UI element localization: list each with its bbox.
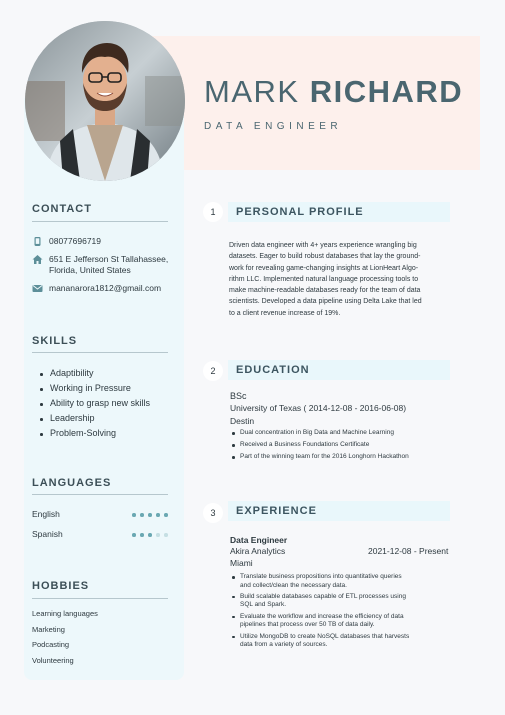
experience-bullet-line: and collect/clean the necessary data. [240, 581, 347, 589]
portrait-illustration [25, 21, 185, 181]
email-icon [32, 283, 43, 294]
email-row [32, 283, 182, 295]
education-bullet: Dual concentration in Big Data and Machine Learning [231, 429, 461, 438]
hobby-item: Volunteering [32, 655, 74, 665]
level-dot-filled [156, 513, 160, 517]
level-dot-filled [132, 513, 136, 517]
education-bullets [231, 429, 461, 466]
skill-item: Problem-Solving [38, 426, 150, 441]
contact-divider [32, 221, 168, 222]
first-name: MARK [204, 74, 300, 109]
job-title: Data Engineer [230, 535, 288, 545]
contact-heading: CONTACT [32, 203, 92, 215]
languages-heading: LANGUAGES [32, 477, 112, 489]
level-dot-filled [140, 533, 144, 537]
level-dot-filled [148, 533, 152, 537]
email-address[interactable]: mananarora1812@gmail.com [49, 283, 162, 293]
profile-line: to a client revenue increase of 19%. [229, 309, 341, 317]
last-name: RICHARD [309, 74, 464, 109]
profile-heading: PERSONAL PROFILE [236, 206, 364, 218]
phone-icon [32, 236, 43, 247]
profile-summary [229, 240, 455, 319]
experience-bullet [231, 613, 445, 630]
skill-item: Ability to grasp new skills [38, 396, 150, 411]
experience-heading: EXPERIENCE [236, 505, 317, 517]
degree: BSc [230, 391, 247, 401]
skill-item: Adaptibility [38, 366, 150, 381]
skill-item: Working in Pressure [38, 381, 150, 396]
phone-row [32, 236, 182, 248]
skill-item: Leadership [38, 411, 150, 426]
job-role: DATA ENGINEER [204, 121, 343, 132]
experience-bullet-line: Utilize MongoDB to create NoSQL databases that harvests [240, 632, 410, 640]
experience-bullet [231, 573, 445, 590]
experience-bullets [231, 573, 445, 653]
language-level-dots [132, 533, 168, 537]
company-name: Akira Analytics [230, 546, 286, 556]
level-dot-filled [148, 513, 152, 517]
full-name [204, 74, 463, 110]
phone-number[interactable]: 08077696719 [49, 236, 102, 246]
experience-bullet [231, 633, 445, 650]
level-dot-empty [156, 533, 160, 537]
profile-line: scientists. Developed a data pipeline using Delta Lake that led [229, 298, 422, 306]
university: University of Texas ( 2014-12-08 - 2016-06-08) [230, 403, 407, 413]
experience-bullet-line: SQL and Spark. [240, 601, 287, 609]
language-name: English [32, 509, 60, 519]
section-number: 3 [203, 503, 223, 523]
experience-bullet [231, 593, 445, 610]
profile-line: Driven data engineer with 4+ years experience wrangling big [229, 242, 417, 249]
profile-line: make machine-readable databases ready for the team of data [229, 287, 421, 295]
hobbies-list [32, 609, 98, 671]
experience-bullet-line: data from a variety of sources. [240, 641, 328, 649]
experience-bullet-line: Translate business propositions into quantitative queries [240, 573, 402, 580]
home-icon [32, 254, 43, 265]
education-bullet: Part of the winning team for the 2016 Longhorn Hackathon [231, 453, 461, 462]
languages-divider [32, 494, 168, 495]
job-location: Miami [230, 558, 253, 568]
education-bullet: Received a Business Foundations Certificate [231, 441, 461, 450]
section-number: 2 [203, 361, 223, 381]
job-dates: 2021-12-08 - Present [368, 546, 449, 556]
language-row-english [32, 509, 172, 521]
experience-bullet-line: Build scalable databases capable of ETL processes using [240, 592, 406, 600]
experience-bullet-line: Evaluate the workflow and increase the efficiency of data [240, 612, 404, 620]
language-row-spanish [32, 529, 172, 541]
level-dot-filled [132, 533, 136, 537]
profile-photo [25, 21, 185, 181]
section-number: 1 [203, 202, 223, 222]
experience-bullet-line: pipelines that process over 50 TB of data daily. [240, 621, 375, 629]
level-dot-filled [140, 513, 144, 517]
hobby-item: Podcasting [32, 640, 70, 649]
level-dot-filled [164, 513, 168, 517]
language-level-dots [132, 513, 168, 517]
profile-line: datasets. Eager to build robust databases that lay the ground- [229, 253, 421, 261]
skills-list [38, 366, 150, 441]
language-name: Spanish [32, 529, 63, 539]
profile-line: work for revealing game-changing insights at LionHeart Algo- [229, 264, 419, 272]
hobby-item: Marketing [32, 624, 65, 634]
address-row [32, 254, 182, 278]
skills-divider [32, 352, 168, 353]
profile-line: rithm LLC. Implemented natural language processing tools to [229, 275, 419, 283]
hobby-item: Learning languages [32, 609, 98, 618]
address: 651 E Jefferson St Tallahassee, Florida, United States [49, 254, 169, 275]
skills-heading: SKILLS [32, 335, 78, 347]
hobbies-divider [32, 598, 168, 599]
education-location: Destin [230, 416, 255, 426]
level-dot-empty [164, 533, 168, 537]
education-heading: EDUCATION [236, 364, 310, 376]
hobbies-heading: HOBBIES [32, 580, 90, 592]
